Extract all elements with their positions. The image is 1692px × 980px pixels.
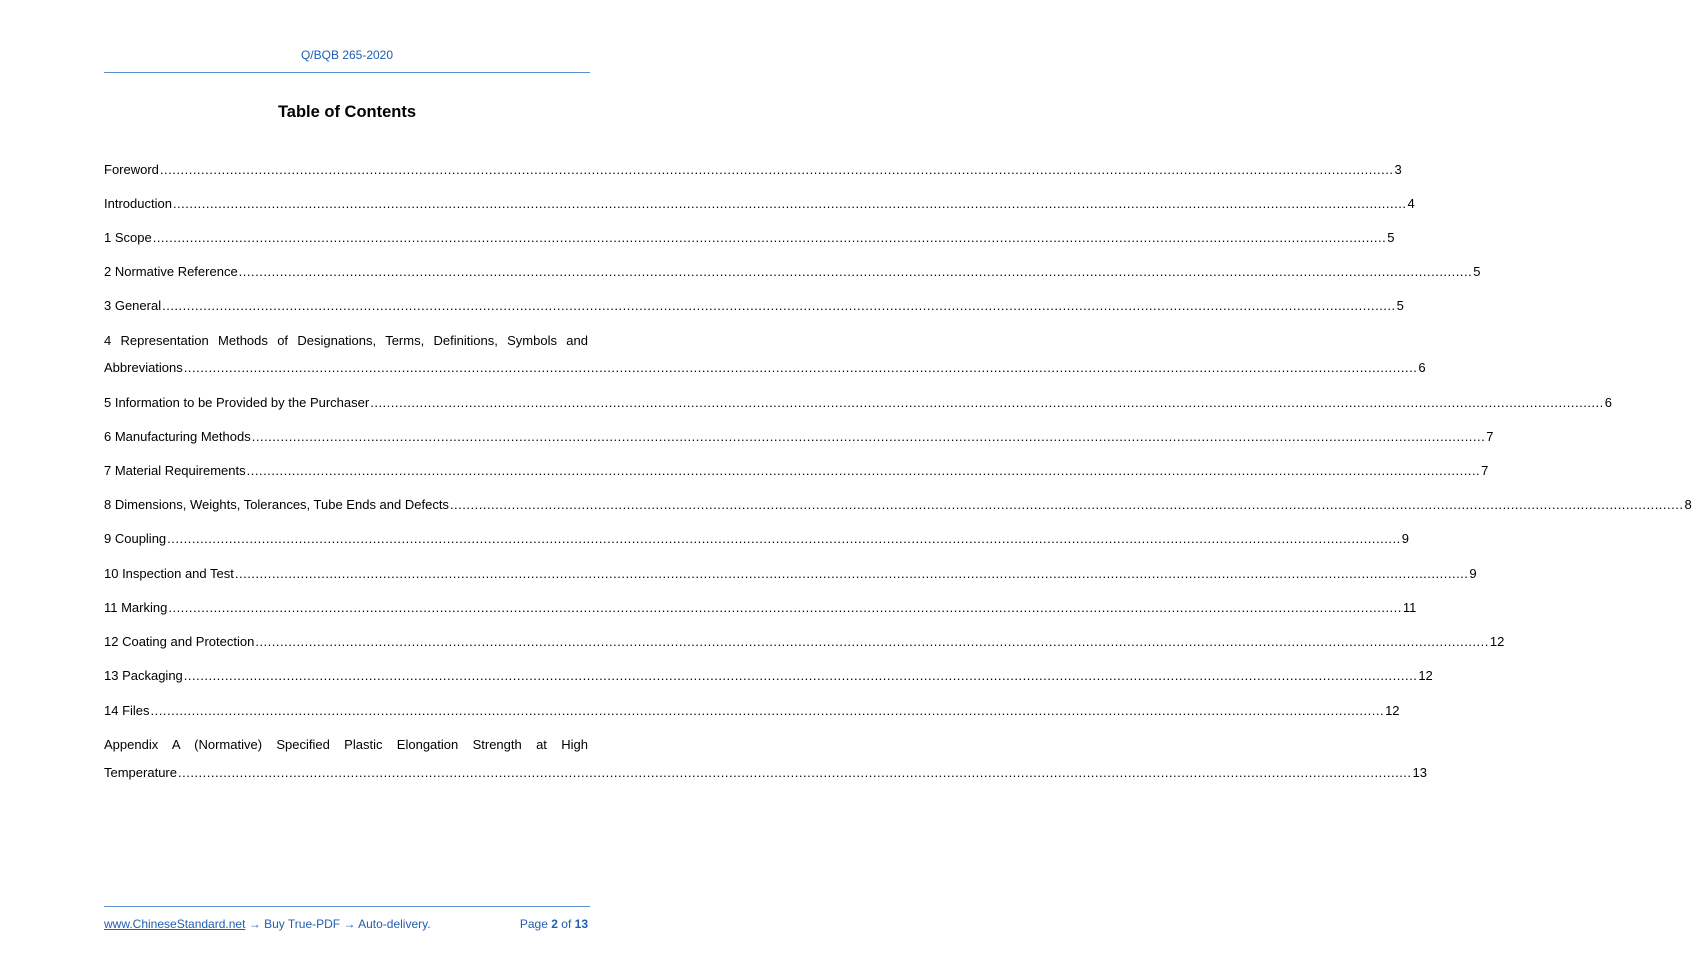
toc-entry-general[interactable] [104,297,1404,315]
of-word: of [561,917,572,931]
toc-leader-dots: ............................................................................................................................................................................................................................................................................................................ [172,196,1407,211]
toc-entry-label: 11 Marking [104,600,168,615]
toc-entry-normative-reference[interactable] [104,263,1481,281]
toc-entry-foreword[interactable] [104,161,1402,179]
toc-entry-label: 5 Information to be Provided by the Purchaser [104,395,370,410]
toc-entry-material-requirements[interactable] [104,462,1489,480]
toc-leader-dots: ............................................................................................................................................................................................................................................................................................................ [162,298,1396,313]
page-word: Page [519,917,548,931]
toc-leader-dots: ............................................................................................................................................................................................................................................................................................................ [183,360,1418,375]
toc-entry-page: 5 [1396,298,1404,313]
toc-entry-appendix-a-line1[interactable]: Appendix A (Normative) Specified Plastic Elongation Strength at High [104,737,588,752]
current-page-number: 2 [551,917,558,931]
toc-entry-manufacturing-methods[interactable] [104,428,1494,446]
toc-entry-page: 6 [1418,360,1426,375]
toc-leader-dots: ............................................................................................................................................................................................................................................................................................................ [449,497,1684,512]
toc-entry-representation-methods[interactable] [104,359,1426,377]
toc-leader-dots: ............................................................................................................................................................................................................................................................................................................ [246,463,1481,478]
document-id-header: Q/BQB 265-2020 [300,48,394,62]
toc-entry-page: 9 [1469,566,1477,581]
toc-entry-page: 3 [1394,162,1402,177]
toc-entry-page: 11 [1402,600,1417,615]
toc-entry-files[interactable] [104,702,1400,720]
toc-entry-coupling[interactable] [104,530,1409,548]
toc-entry-page: 12 [1489,634,1505,649]
toc-leader-dots: ............................................................................................................................................................................................................................................................................................................ [167,531,1401,546]
toc-entry-label: 8 Dimensions, Weights, Tolerances, Tube Ends and Defects [104,497,449,512]
toc-entry-label: 7 Material Requirements [104,463,246,478]
toc-entry-label: 12 Coating and Protection [104,634,255,649]
toc-entry-label: 6 Manufacturing Methods [104,429,251,444]
toc-entry-label: 10 Inspection and Test [104,566,234,581]
toc-entry-representation-methods-line1[interactable]: 4 Representation Methods of Designations, Terms, Definitions, Symbols and [104,333,588,348]
toc-entry-page: 7 [1486,429,1494,444]
toc-entry-page: 9 [1401,531,1409,546]
toc-entry-dimensions-weights[interactable] [104,496,1692,514]
toc-leader-dots: ............................................................................................................................................................................................................................................................................................................ [251,429,1486,444]
toc-entry-page: 8 [1684,497,1692,512]
toc-entry-label: 14 Files [104,703,150,718]
footer-divider [104,906,590,907]
toc-entry-purchaser-information[interactable] [104,394,1612,412]
toc-leader-dots: ............................................................................................................................................................................................................................................................................................................ [159,162,1394,177]
toc-leader-dots: ............................................................................................................................................................................................................................................................................................................ [183,668,1418,683]
toc-entry-label: 2 Normative Reference [104,264,238,279]
toc-entry-page: 6 [1604,395,1612,410]
footer-promo [104,916,431,932]
toc-entry-label: Foreword [104,162,159,177]
toc-leader-dots: ............................................................................................................................................................................................................................................................................................................ [168,600,1402,615]
toc-entry-marking[interactable] [104,599,1417,617]
toc-entry-page: 13 [1412,765,1427,780]
toc-entry-scope[interactable] [104,229,1395,247]
toc-leader-dots: ............................................................................................................................................................................................................................................................................................................ [177,765,1412,780]
toc-entry-page: 5 [1473,264,1481,279]
footer-promo-text: → Buy True-PDF → Auto-delivery. [245,917,431,931]
toc-entry-label: 3 General [104,298,162,313]
toc-entry-page: 5 [1387,230,1395,245]
page-indicator [520,916,588,932]
toc-entry-label: Abbreviations [104,360,183,375]
toc-leader-dots: ............................................................................................................................................................................................................................................................................................................ [255,634,1489,649]
toc-title: Table of Contents [277,103,417,121]
toc-entry-label: 9 Coupling [104,531,167,546]
toc-entry-packaging[interactable] [104,667,1433,685]
toc-entry-page: 4 [1407,196,1415,211]
website-link[interactable]: www.ChineseStandard.net [104,917,246,931]
toc-entry-introduction[interactable] [104,195,1415,213]
total-pages-number: 13 [574,917,588,931]
toc-entry-label: Introduction [104,196,172,211]
page-footer [104,916,588,932]
toc-entry-inspection-and-test[interactable] [104,565,1477,583]
toc-entry-label: Temperature [104,765,177,780]
toc-leader-dots: ............................................................................................................................................................................................................................................................................................................ [152,230,1387,245]
toc-entry-page: 12 [1385,703,1400,718]
toc-leader-dots: ............................................................................................................................................................................................................................................................................................................ [238,264,1473,279]
toc-entry-page: 7 [1481,463,1489,478]
toc-leader-dots: ............................................................................................................................................................................................................................................................................................................ [234,566,1469,581]
header-divider [104,72,590,73]
toc-entry-coating-and-protection[interactable] [104,633,1505,651]
toc-entry-label: 13 Packaging [104,668,183,683]
toc-entry-label: 1 Scope [104,230,152,245]
toc-entry-page: 12 [1418,668,1433,683]
toc-entry-appendix-a[interactable] [104,764,1427,782]
toc-leader-dots: ............................................................................................................................................................................................................................................................................................................ [370,395,1604,410]
toc-leader-dots: ............................................................................................................................................................................................................................................................................................................ [150,703,1385,718]
